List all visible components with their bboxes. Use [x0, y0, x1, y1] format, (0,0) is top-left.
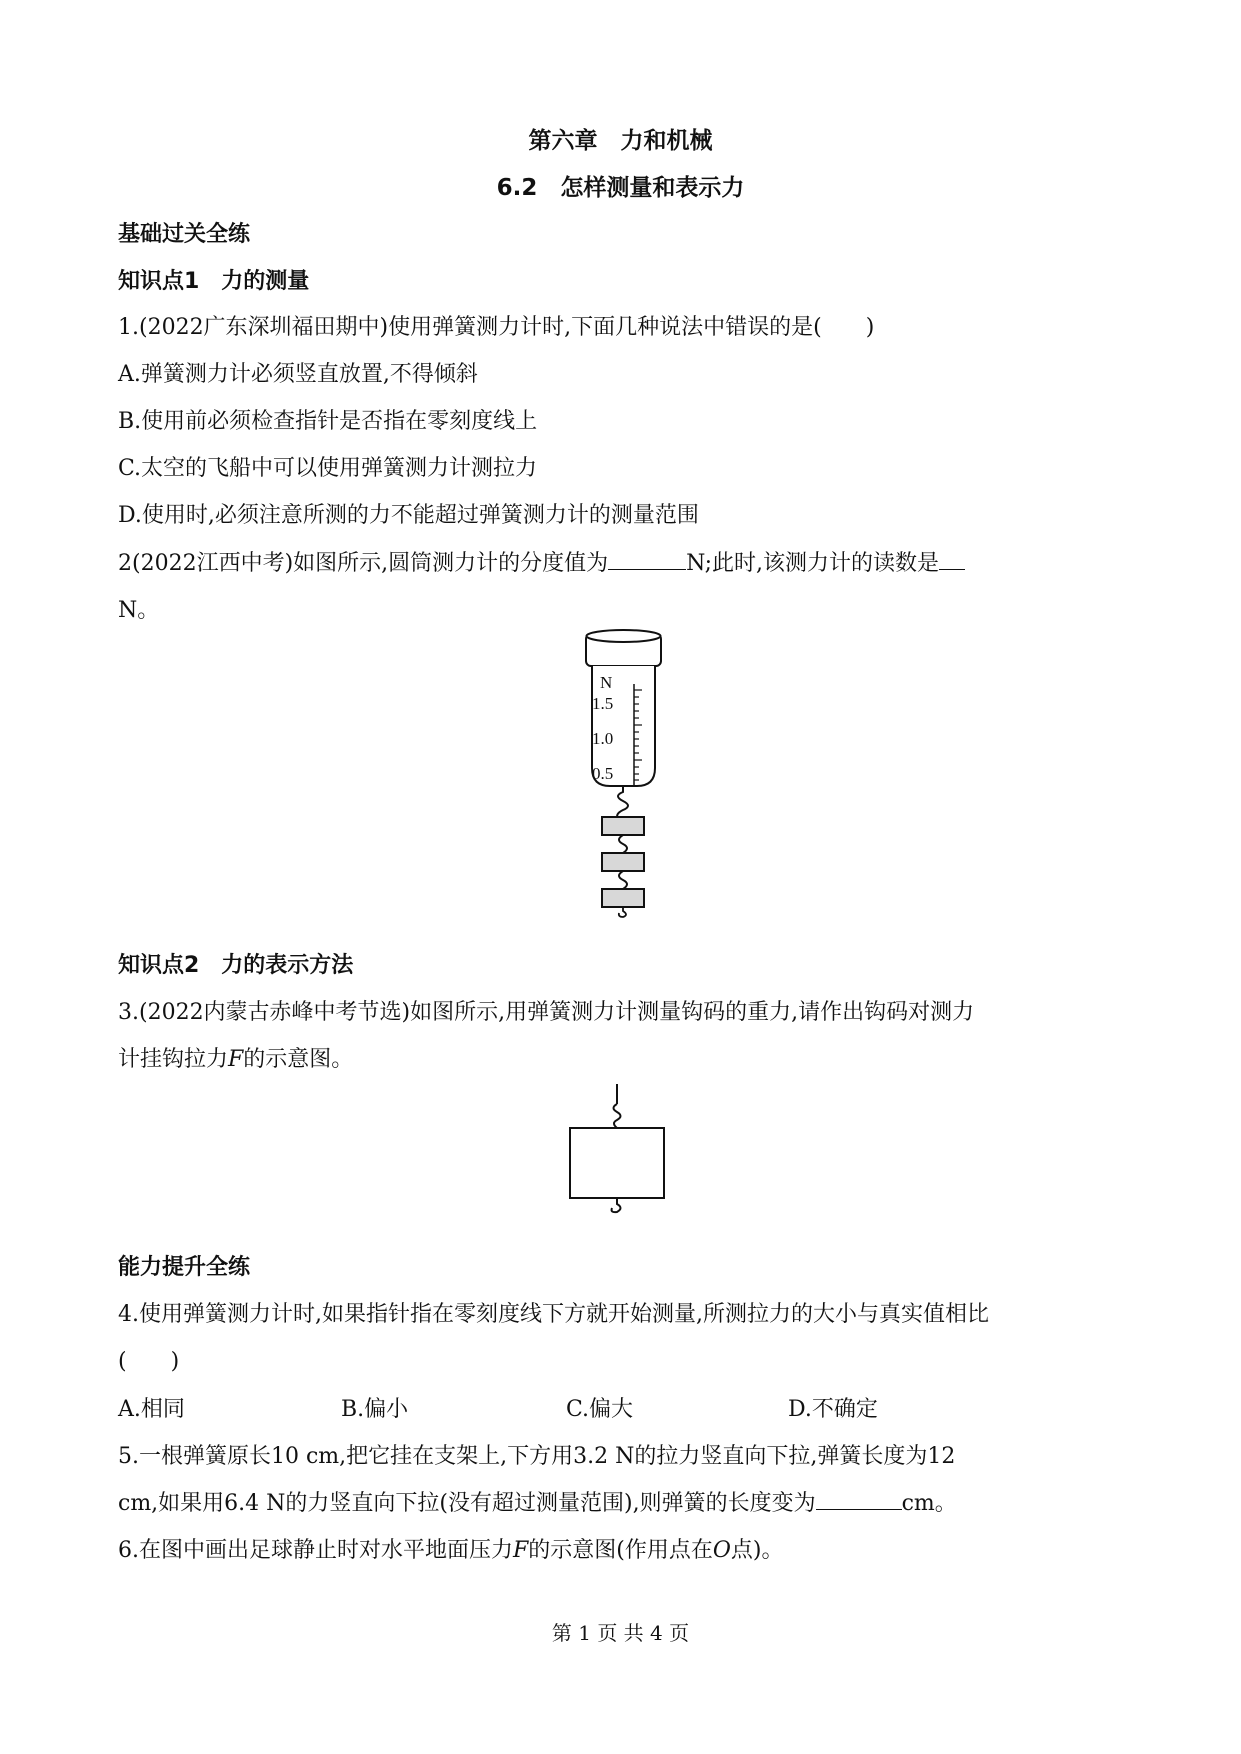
- q2-line1: [118, 546, 965, 577]
- q3-line2: [118, 1042, 353, 1073]
- heading-knowledge-point-1: 知识点1 力的测量: [118, 269, 310, 294]
- hook-top: [614, 1104, 621, 1128]
- q4-option-d: D.不确定: [788, 1397, 878, 1422]
- scale-unit: N: [600, 673, 613, 692]
- figure-hook-weight: [560, 1082, 680, 1232]
- q5-line2-part1: cm,如果用6.4 N的力竖直向下拉(没有超过测量范围),则弹簧的长度变为: [118, 1491, 816, 1516]
- q2-text-part1: 2(2022江西中考)如图所示,圆筒测力计的分度值为: [118, 551, 609, 576]
- weight-link-2: [619, 871, 627, 889]
- q4-option-b: B.偏小: [341, 1397, 409, 1422]
- q2-blank-reading[interactable]: [939, 547, 965, 570]
- heading-basic-practice: 基础过关全练: [118, 222, 251, 247]
- q1-option-d: D.使用时,必须注意所测的力不能超过弹簧测力计的测量范围: [118, 503, 699, 528]
- q3-line2-part2: 的示意图。: [243, 1047, 354, 1072]
- scale-label-0-5: 0.5: [592, 764, 614, 783]
- figure-cylinder-dynamometer: [580, 628, 680, 918]
- q5-line1: 5.一根弹簧原长10 cm,把它挂在支架上,下方用3.2 N的拉力竖直向下拉,弹簧长度为12: [118, 1444, 956, 1469]
- q1-stem: 1.(2022广东深圳福田期中)使用弹簧测力计时,下面几种说法中错误的是( ): [118, 315, 875, 340]
- q4-option-a: A.相同: [118, 1397, 185, 1422]
- page-footer: 第 1 页 共 4 页: [551, 1621, 690, 1645]
- q3-force-symbol: F: [228, 1047, 244, 1072]
- weight-bottom-hook: [619, 907, 626, 917]
- heading-knowledge-point-2: 知识点2 力的表示方法: [118, 953, 354, 978]
- q6-point-symbol: O: [712, 1538, 731, 1563]
- q1-option-a: A.弹簧测力计必须竖直放置,不得倾斜: [118, 362, 478, 387]
- weight-2: [602, 853, 644, 871]
- chapter-title: 第六章 力和机械: [528, 128, 713, 154]
- dynamometer-hook: [617, 786, 628, 818]
- dynamometer-cap-top: [587, 630, 661, 642]
- hook-bottom: [612, 1198, 621, 1212]
- q5-blank-length[interactable]: [816, 1487, 902, 1510]
- q6-force-symbol: F: [513, 1538, 529, 1563]
- weight-block: [570, 1128, 664, 1198]
- weight-link-1: [619, 835, 627, 853]
- q4-option-c: C.偏大: [566, 1397, 634, 1422]
- scale-label-1-5: 1.5: [592, 694, 614, 713]
- heading-advanced-practice: 能力提升全练: [118, 1255, 251, 1280]
- weight-3: [602, 889, 644, 907]
- weight-1: [602, 817, 644, 835]
- q2-text-part3: N。: [118, 598, 160, 623]
- q2-text-part2: N;此时,该测力计的读数是: [686, 551, 940, 576]
- q1-option-b: B.使用前必须检查指针是否指在零刻度线上: [118, 409, 538, 434]
- q1-option-c: C.太空的飞船中可以使用弹簧测力计测拉力: [118, 456, 538, 481]
- q2-blank-division[interactable]: [608, 547, 686, 570]
- q3-line2-part1: 计挂钩拉力: [118, 1047, 229, 1072]
- q4-line1: 4.使用弹簧测力计时,如果指针指在零刻度线下方就开始测量,所测拉力的大小与真实值相比: [118, 1302, 989, 1327]
- q6-part1: 6.在图中画出足球静止时对水平地面压力: [118, 1538, 513, 1563]
- scale-label-1-0: 1.0: [592, 729, 614, 748]
- q5-line2-part2: cm。: [901, 1491, 957, 1516]
- q6-part3: 点)。: [730, 1538, 784, 1563]
- q4-line2: ( ): [118, 1349, 180, 1374]
- q5-line2: [118, 1486, 957, 1517]
- q6-line1: [118, 1533, 784, 1564]
- section-title: 6.2 怎样测量和表示力: [496, 175, 745, 201]
- q6-part2: 的示意图(作用点在: [528, 1538, 713, 1563]
- q3-line1: 3.(2022内蒙古赤峰中考节选)如图所示,用弹簧测力计测量钩码的重力,请作出钩码对测力: [118, 1000, 975, 1025]
